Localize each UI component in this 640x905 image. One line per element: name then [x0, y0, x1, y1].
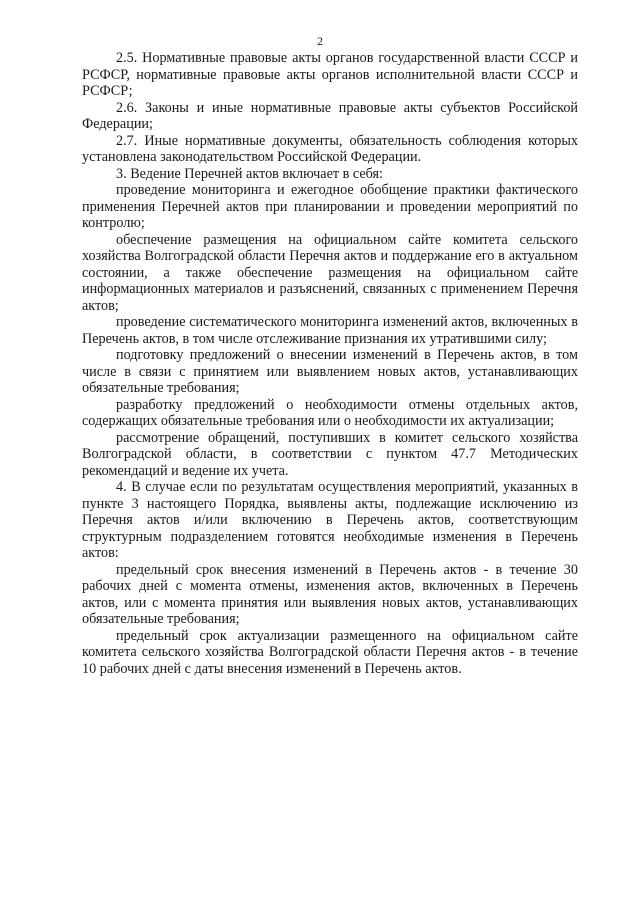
document-body: [82, 50, 578, 677]
paragraph-2-5: 2.5. Нормативные правовые акты органов государственной власти СССР и РСФСР, нормативные правовые акты органов исполнительной власти СССР и РСФСР;: [82, 50, 578, 99]
paragraph-3-item-proposals: подготовку предложений о внесении изменений в Перечень актов, в том числе в связи с принятием или выявлением новых актов, устанавливающих обязательные требования;: [82, 347, 578, 396]
page-number: 2: [317, 34, 323, 48]
paragraph-4-deadline-update: предельный срок актуализации размещенного на официальном сайте комитета сельского хозяйства Волгоградской области Перечня актов - в течение 10 рабочих дней с даты внесения изменений в Перечень актов.: [82, 627, 578, 677]
paragraph-2-6: 2.6. Законы и иные нормативные правовые акты субъектов Российской Федерации;: [82, 99, 578, 132]
paragraph-3: 3. Ведение Перечней актов включает в себя:: [116, 165, 383, 182]
paragraph-2-7: 2.7. Иные нормативные документы, обязательность соблюдения которых установлена законодательством Российской Федерации.: [82, 132, 578, 165]
paragraph-4-deadline-changes: предельный срок внесения изменений в Перечень актов - в течение 30 рабочих дней с момента отмены, изменения актов, включенных в Перечень актов, или с момента принятия или выявления новых актов, устанавливающих обязательные требования;: [82, 561, 578, 627]
paragraph-3-item-monitoring: проведение мониторинга и ежегодное обобщение практики фактического применения Перечней актов при планировании и проведении мероприятий по контролю;: [82, 182, 578, 231]
paragraph-3-item-appeals: рассмотрение обращений, поступивших в комитет сельского хозяйства Волгоградской области, в соответствии с пунктом 47.7 Методических рекомендаций и ведение их учета.: [82, 429, 578, 479]
paragraph-4: 4. В случае если по результатам осуществления мероприятий, указанных в пункте 3 настоящего Порядка, выявлены акты, подлежащие исключению из Перечня актов и/или включению в Перечень актов, соответствующим структурным подразделением готовятся необходимые изменения в Перечень актов:: [82, 479, 578, 561]
paragraph-3-item-website: обеспечение размещения на официальном сайте комитета сельского хозяйства Волгоградской области Перечня актов и поддержание его в актуальном состоянии, а также обеспечение размещения на официальном сайте информационных материалов и разъяснений, связанных с применением Перечня актов;: [82, 231, 578, 314]
paragraph-3-item-systematic: проведение систематического мониторинга изменений актов, включенных в Перечень актов, в том числе отслеживание признания их утратившими силу;: [82, 314, 578, 347]
paragraph-3-item-cancellation: разработку предложений о необходимости отмены отдельных актов, содержащих обязательные требования или о необходимости их актуализации;: [82, 396, 578, 429]
